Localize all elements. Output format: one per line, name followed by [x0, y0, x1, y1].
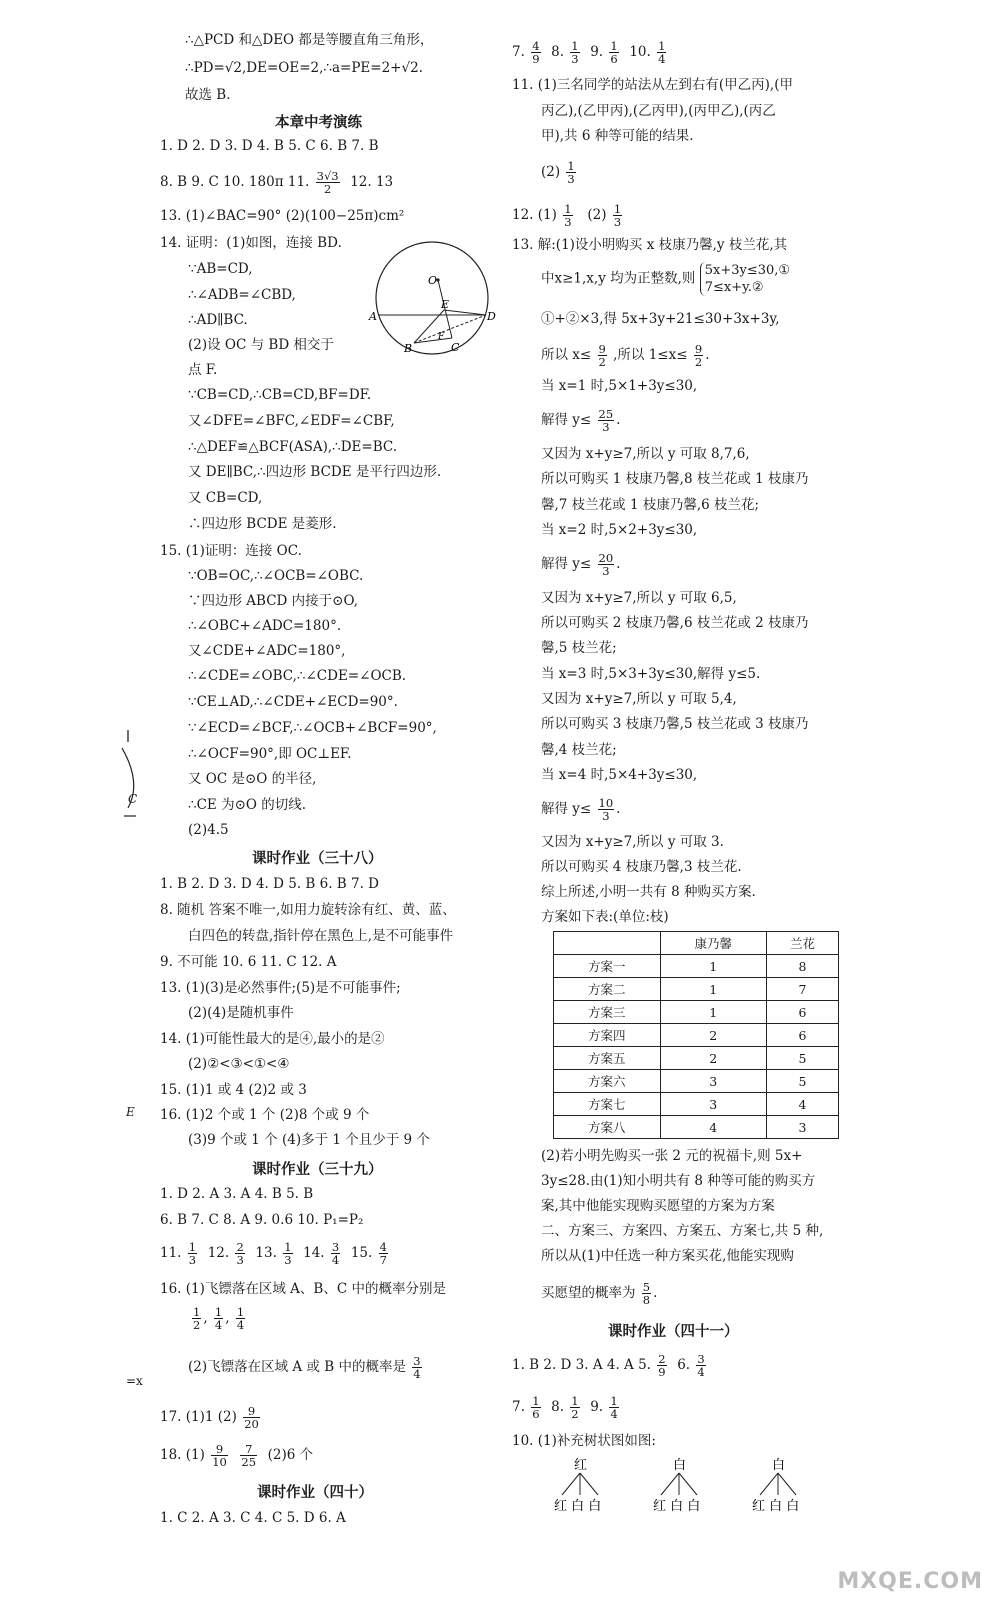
answer-text: 12. 13 — [350, 174, 394, 190]
text-line: ∵OB=OC,∴∠OCB=∠OBC. — [188, 568, 364, 584]
text-line: 又 OC 是⊙O 的半径, — [188, 771, 317, 787]
answer-line: 13. (1)(3)是必然事件;(5)是不可能事件; — [160, 980, 401, 996]
fraction: $\frac{1}{3}$ — [564, 202, 572, 229]
answer-line: 17. (1)1 (2) $\frac{9}{20}$ — [160, 1404, 259, 1431]
answer-line: 白四色的转盘,指针停在黑色上,是不可能事件 — [188, 928, 454, 944]
text-line: 3y≤28.由(1)知小明共有 8 种等可能的购买方 — [541, 1173, 816, 1189]
text-line: ∴∠CDE=∠OBC,∴∠CDE=∠OCB. — [188, 668, 407, 684]
table-row: 方案六 3 5 — [554, 1070, 839, 1093]
fraction: $\frac{2}{9}$ — [658, 1352, 666, 1379]
text-line: ∴PD=√2,DE=OE=2,∴a=PE=2+√2. — [185, 60, 423, 76]
text-line: 又∠DFE=∠BFC,∠EDF=∠CBF, — [188, 413, 395, 429]
text-line: ∴AD∥BC. — [188, 312, 248, 328]
fraction: $\frac{1}{4}$ — [236, 1305, 245, 1332]
answer-line: (2)(4)是随机事件 — [188, 1005, 294, 1021]
tree-leaves-3: 红 白 白 — [752, 1499, 800, 1514]
table-header-cell: 兰花 — [767, 932, 839, 955]
text-line: 馨,4 枝兰花; — [541, 742, 617, 758]
answer-line: 8. 随机 答案不唯一,如用力旋转涂有红、黄、蓝、 — [160, 902, 456, 918]
fraction: $\frac{5}{8}$ — [642, 1280, 651, 1307]
text-line: 解得 y≤ $\frac{25}{3}$ . — [541, 407, 621, 434]
answer-line — [160, 170, 393, 195]
answer-line: 7. $\frac{4}{9}$ 8. $\frac{1}{3}$ 9. $\frac{1}{6}$ 10. $\frac{1}{4}$ — [512, 39, 666, 66]
fraction: $\frac{10}{3}$ — [598, 796, 614, 823]
label-c: C — [451, 341, 460, 354]
fraction: $\frac{9}{20}$ — [244, 1404, 259, 1431]
text-line: 馨,5 枝兰花; — [541, 640, 617, 656]
text-line: ①+②×3,得 5x+3y+21≤30+3x+3y, — [541, 311, 780, 327]
text-line: 又因为 x+y≥7,所以 y 可取 8,7,6, — [541, 446, 750, 462]
text-line: 13. 解:(1)设小明购买 x 枝康乃馨,y 枝兰花,其 — [512, 237, 788, 253]
answer-line: $\frac{1}{2}$ , $\frac{1}{4}$ , $\frac{1}{4}$ — [193, 1305, 245, 1332]
fraction: $\frac{25}{3}$ — [598, 407, 614, 434]
fraction: $\frac{9}{2}$ — [694, 342, 703, 369]
text-line: 又∠CDE+∠ADC=180°, — [188, 643, 346, 659]
text-line: 又因为 x+y≥7,所以 y 可取 3. — [541, 834, 724, 850]
table-header-cell — [554, 932, 661, 955]
tree-leaves-1: 红 白 白 — [554, 1499, 602, 1514]
text-line: 丙乙),(乙甲丙),(乙丙甲),(丙甲乙),(丙乙 — [541, 103, 776, 119]
fraction: $\frac{1}{4}$ — [610, 1394, 618, 1421]
tree-root-2: 白 — [673, 1458, 687, 1473]
fraction: $\frac{4}{9}$ — [532, 39, 540, 66]
text-line: 馨,7 枝兰花或 1 枝康乃馨,6 枝兰花; — [541, 497, 760, 513]
answer-line: 15. (1)1 或 4 (2)2 或 3 — [160, 1082, 307, 1098]
text-line: 又 CB=CD, — [188, 490, 263, 506]
margin-mark: E — [126, 1105, 135, 1119]
answer-line: 14. (1)可能性最大的是④,最小的是② — [160, 1031, 385, 1047]
fraction: $\frac{3}{4}$ — [413, 1354, 421, 1381]
fraction: $\frac{20}{3}$ — [598, 551, 614, 578]
answer-line: 1. B 2. D 3. D 4. D 5. B 6. B 7. D — [160, 876, 380, 892]
text-line: ∵CB=CD,∴CB=CD,BF=DF. — [188, 387, 372, 403]
fraction: $\frac{7}{25}$ — [241, 1442, 257, 1469]
text-line: ∴CE 为⊙O 的切线. — [188, 797, 307, 813]
answer-line: (2)飞镖落在区域 A 或 B 中的概率是 $\frac{3}{4}$ — [188, 1354, 421, 1381]
answer-line: 11. $\frac{1}{3}$ 12. $\frac{2}{3}$ 13. $\frac{1}{3}$ 14. $\frac{3}{4}$ 15. $\frac{4}{7}$ — [160, 1240, 387, 1267]
answer-line: 18. (1) $\frac{9}{10}$ $\frac{7}{25}$ (2)6 个 — [160, 1442, 314, 1469]
table-row: 方案四 2 6 — [554, 1024, 839, 1047]
answer-line: 10. (1)补充树状图如图: — [512, 1433, 656, 1449]
section-title: 课时作业（四十） — [257, 1485, 373, 1501]
text-line: 故选 B. — [185, 87, 231, 103]
fraction: $\frac{1}{3}$ — [284, 1240, 292, 1267]
fraction: $\frac{1}{3}$ — [613, 202, 622, 229]
text-line: 所以从(1)中任选一种方案买花,他能实现购 — [541, 1248, 794, 1264]
answer-line: 6. B 7. C 8. A 9. 0.6 10. P₁=P₂ — [160, 1212, 364, 1228]
text-line: 当 x=2 时,5×2+3y≤30, — [541, 522, 698, 538]
label-e: E — [441, 298, 450, 311]
fraction: $\frac{1}{2}$ — [571, 1394, 579, 1421]
margin-mark: =x — [126, 1374, 143, 1388]
equation-system: 5x+3y≤30,① 7≤x+y.② — [700, 262, 790, 296]
table-row: 方案一 1 8 — [554, 955, 839, 978]
text-line: 方案如下表:(单位:枝) — [541, 909, 669, 925]
label-b: B — [404, 342, 413, 355]
text-line: 买愿望的概率为 $\frac{5}{8}$ . — [541, 1280, 658, 1307]
table-row: 方案五 2 5 — [554, 1047, 839, 1070]
fraction: $\frac{1}{3}$ — [567, 159, 575, 186]
fraction: $\frac{2}{3}$ — [236, 1240, 244, 1267]
section-title: 课时作业（三十八） — [252, 851, 383, 867]
fraction: $\frac{1}{2}$ — [193, 1305, 201, 1332]
text-line: 综上所述,小明一共有 8 种购买方案. — [541, 884, 756, 900]
table-row: 方案八 4 3 — [554, 1116, 839, 1139]
margin-mark: C — [128, 792, 138, 806]
tree-root-1: 红 — [574, 1458, 588, 1473]
fraction: $\frac{9}{2}$ — [598, 342, 606, 369]
answer-line: (3)9 个或 1 个 (4)多于 1 个且少于 9 个 — [188, 1132, 430, 1148]
text-line: ∵∠ECD=∠BCF,∴∠OCB+∠BCF=90°, — [188, 720, 437, 736]
answer-line: 1. B 2. D 3. A 4. A 5. $\frac{2}{9}$ 6. $\frac{3}{4}$ — [512, 1352, 705, 1379]
text-line: 所以可购买 4 枝康乃馨,3 枝兰花. — [541, 859, 742, 875]
text-line: 点 F. — [188, 362, 218, 378]
answer-line: 16. (1)飞镖落在区域 A、B、C 中的概率分别是 — [160, 1281, 446, 1297]
text-line: (2)4.5 — [188, 822, 229, 838]
tree-leaves-2: 红 白 白 — [653, 1499, 701, 1514]
label-a: A — [369, 310, 377, 323]
answer-line: 12. (1) $\frac{1}{3}$ (2) $\frac{1}{3}$ — [512, 202, 622, 229]
fraction: $\frac{1}{4}$ — [658, 39, 666, 66]
answer-line: 1. D 2. A 3. A 4. B 5. B — [160, 1186, 314, 1202]
watermark-logo: MXQE.COM — [837, 1569, 983, 1594]
answer-line: 9. 不可能 10. 6 11. C 12. A — [160, 954, 337, 970]
text-line: 11. (1)三名同学的站法从左到右有(甲乙丙),(甲 — [512, 77, 793, 93]
text-line: 所以可购买 1 枝康乃馨,8 枝兰花或 1 枝康乃 — [541, 471, 809, 487]
circle-geometry-figure — [368, 240, 498, 360]
fraction: $\frac{1}{3}$ — [188, 1240, 197, 1267]
text-line: 二、方案三、方案四、方案五、方案七,共 5 种, — [541, 1223, 824, 1239]
text-line: 14. 证明：(1)如图，连接 BD. — [160, 235, 342, 251]
answer-text: 8. B 9. C 10. 180π 11. — [160, 174, 310, 190]
answer-line: 13. (1)∠BAC=90° (2)(100−25π)cm² — [160, 208, 405, 224]
text-line: 又因为 x+y≥7,所以 y 可取 6,5, — [541, 590, 737, 606]
text-line: 甲),共 6 种等可能的结果. — [541, 128, 694, 144]
text-line: 所以 x≤ $\frac{9}{2}$ ,所以 1≤x≤ $\frac{9}{2}$ . — [541, 342, 710, 369]
text-line: 15. (1)证明：连接 OC. — [160, 543, 302, 559]
answer-line: 1. C 2. A 3. C 4. C 5. D 6. A — [160, 1510, 346, 1526]
fraction: $\frac{1}{6}$ — [532, 1394, 540, 1421]
table-header-row — [554, 932, 839, 955]
text-line: ∴△DEF≌△BCF(ASA),∴DE=BC. — [188, 439, 398, 455]
plan-table — [553, 931, 839, 1139]
tree-root-3: 白 — [772, 1458, 786, 1473]
fraction: $\frac{1}{6}$ — [610, 39, 618, 66]
text-line: 案,其中他能实现购买愿望的方案为方案 — [541, 1198, 775, 1214]
text-line: 当 x=3 时,5×3+3y≤30,解得 y≤5. — [541, 666, 761, 682]
section-title: 课时作业（三十九） — [252, 1162, 383, 1178]
answer-line: (2) $\frac{1}{3}$ — [541, 159, 575, 186]
answer-line: 16. (1)2 个或 1 个 (2)8 个或 9 个 — [160, 1107, 370, 1123]
section-title: 本章中考演练 — [275, 115, 362, 131]
text-line: ∴四边形 BCDE 是菱形. — [188, 516, 337, 532]
text-line: 中x≥1,x,y 均为正整数,则 5x+3y≤30,① 7≤x+y.② — [541, 263, 791, 295]
label-o: O — [428, 274, 438, 287]
text-line: ∴∠OBC+∠ADC=180°. — [188, 618, 342, 634]
text-line: 所以可购买 3 枝康乃馨,5 枝兰花或 3 枝康乃 — [541, 716, 809, 732]
margin-arc — [114, 728, 144, 823]
table-row: 方案二 1 7 — [554, 978, 839, 1001]
fraction: $\frac{9}{10}$ — [212, 1442, 227, 1469]
label-f: F — [438, 332, 445, 342]
section-title: 课时作业（四十一） — [608, 1324, 739, 1340]
fraction: $\frac{3}{4}$ — [331, 1240, 340, 1267]
table-row: 方案三 1 6 — [554, 1001, 839, 1024]
text-line: 所以可购买 2 枝康乃馨,6 枝兰花或 2 枝康乃 — [541, 615, 809, 631]
answer-line: (2)②<③<①<④ — [188, 1056, 290, 1072]
text-line: 解得 y≤ $\frac{20}{3}$ . — [541, 551, 621, 578]
text-line: ∵AB=CD, — [188, 261, 253, 277]
text-line: 解得 y≤ $\frac{10}{3}$ . — [541, 796, 621, 823]
text-line: ∴∠ADB=∠CBD, — [188, 287, 296, 303]
text-line: ∵CE⊥AD,∴∠CDE+∠ECD=90°. — [188, 694, 398, 710]
text-line: 当 x=1 时,5×1+3y≤30, — [541, 378, 698, 394]
text-line: ∴∠OCF=90°,即 OC⊥EF. — [188, 746, 352, 762]
text-line: 当 x=4 时,5×4+3y≤30, — [541, 767, 698, 783]
answer-line: 7. $\frac{1}{6}$ 8. $\frac{1}{2}$ 9. $\frac{1}{4}$ — [512, 1394, 618, 1421]
fraction: $\frac{1}{3}$ — [571, 39, 579, 66]
label-d: D — [487, 310, 496, 323]
text-line: ∴△PCD 和△DEO 都是等腰直角三角形， — [185, 32, 434, 48]
fraction: $\frac{4}{7}$ — [379, 1240, 387, 1267]
table-header-cell: 康乃馨 — [660, 932, 767, 955]
fraction: $\frac{3}{4}$ — [697, 1352, 705, 1379]
text-line: 又因为 x+y≥7,所以 y 可取 5,4, — [541, 691, 737, 707]
text-line: 又 DE∥BC,∴四边形 BCDE 是平行四边形. — [188, 464, 442, 480]
text-line: (2)若小明先购买一张 2 元的祝福卡,则 5x+ — [541, 1148, 803, 1164]
tree-diagram — [550, 1455, 830, 1515]
fraction: $\frac{1}{4}$ — [214, 1305, 223, 1332]
fraction: $\frac{3√3}{2}$ — [316, 169, 339, 196]
table-row: 方案七 3 4 — [554, 1093, 839, 1116]
text-line: (2)设 OC 与 BD 相交于 — [188, 337, 334, 353]
answer-line: 1. D 2. D 3. D 4. B 5. C 6. B 7. B — [160, 138, 379, 154]
text-line: ∵四边形 ABCD 内接于⊙O, — [188, 593, 359, 609]
